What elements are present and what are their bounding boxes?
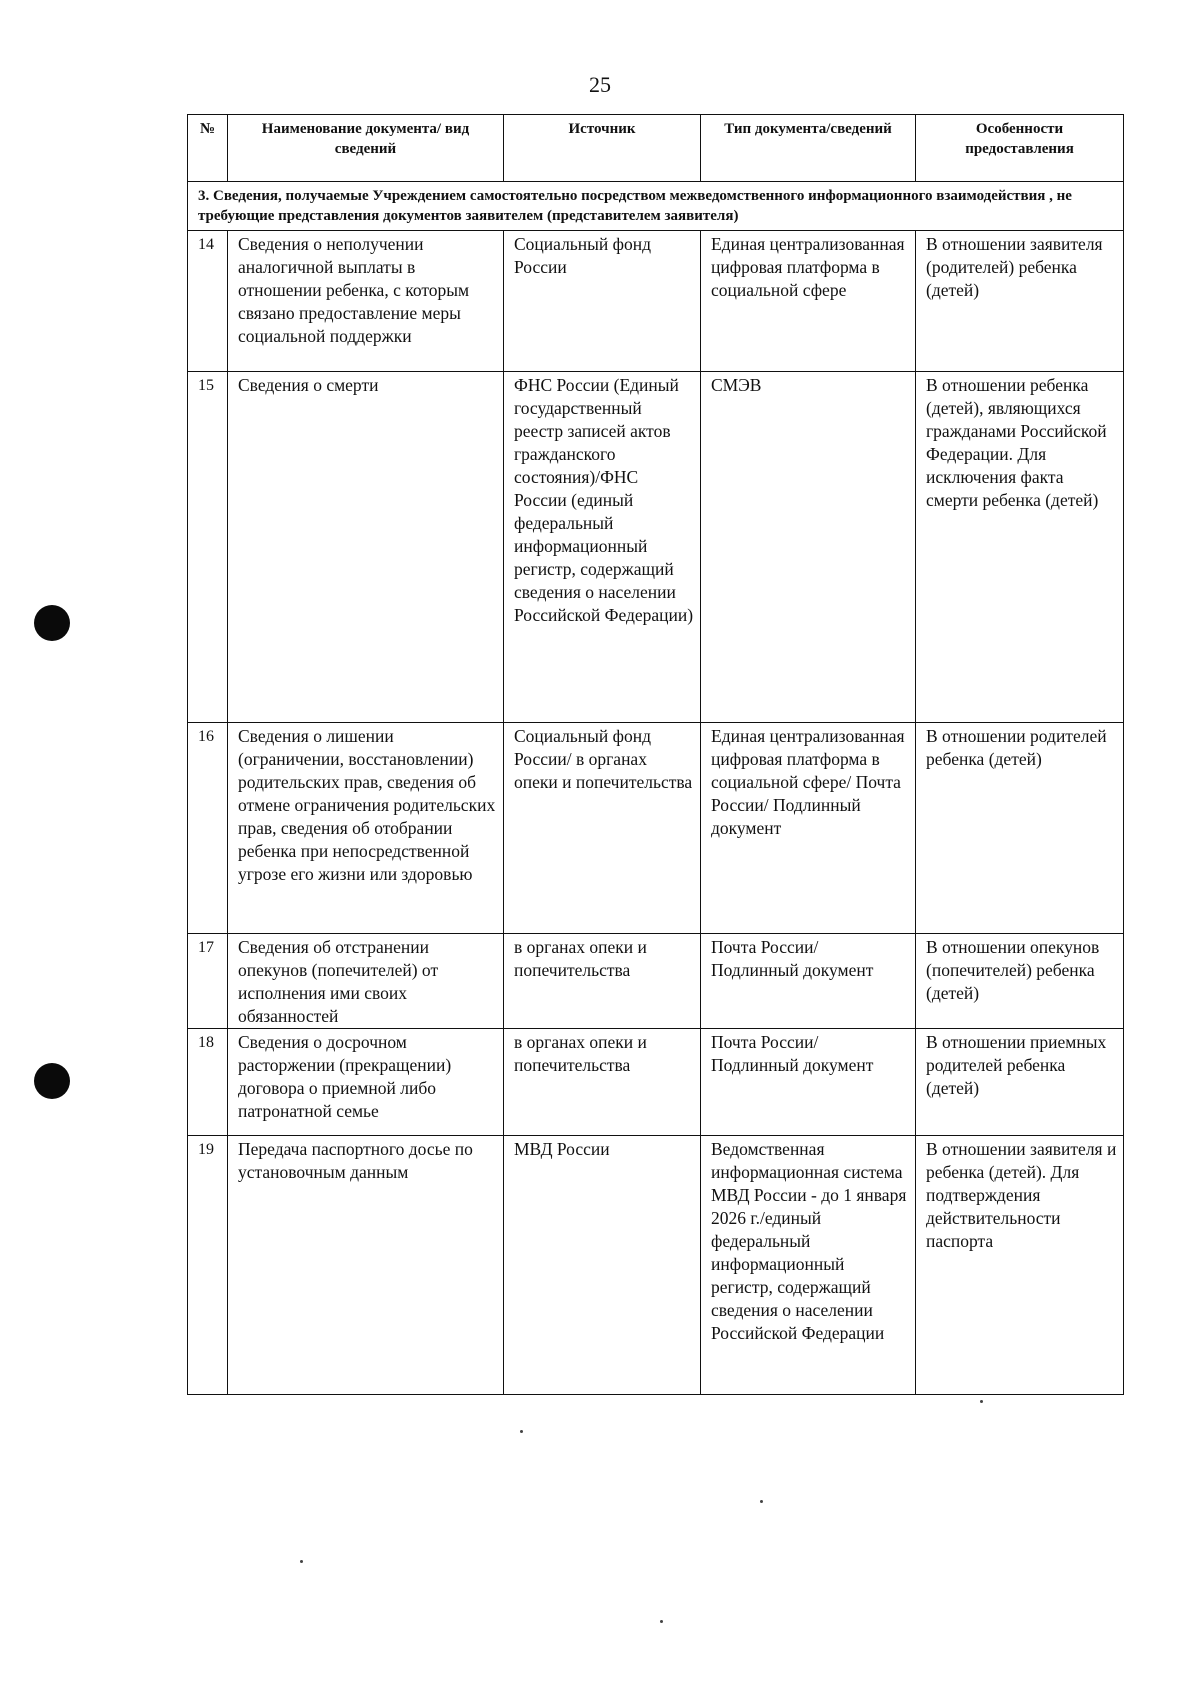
scan-speck: [300, 1560, 303, 1563]
row-document-name: Сведения о лишении (ограничении, восстановлении) родительских прав, сведения об отмене ограничения родительских прав, сведения об отобрании ребенка при непосредственной угрозе его жизни или здоровью: [228, 723, 504, 934]
scan-speck: [980, 1400, 983, 1403]
punch-hole-mark: [34, 605, 70, 641]
table-row: [188, 231, 1124, 372]
row-number: 17: [188, 934, 228, 1029]
row-features: В отношении заявителя и ребенка (детей). Для подтверждения действительности паспорта: [916, 1136, 1124, 1395]
row-document-type: Ведомственная информационная система МВД России - до 1 января 2026 г./единый федеральный информационный регистр, содержащий сведения о населении Российской Федерации: [701, 1136, 916, 1395]
documents-table: [187, 114, 1124, 1395]
row-source: Социальный фонд России: [504, 231, 701, 372]
header-source: Источник: [504, 115, 701, 182]
table-row: [188, 1029, 1124, 1136]
punch-hole-mark: [34, 1063, 70, 1099]
row-features: В отношении ребенка (детей), являющихся гражданами Российской Федерации. Для исключения факта смерти ребенка (детей): [916, 372, 1124, 723]
row-features: В отношении заявителя (родителей) ребенка (детей): [916, 231, 1124, 372]
section-row: [188, 182, 1124, 231]
row-number: 16: [188, 723, 228, 934]
table-row: [188, 934, 1124, 1029]
row-number: 14: [188, 231, 228, 372]
row-number: 19: [188, 1136, 228, 1395]
row-document-type: Почта России/ Подлинный документ: [701, 934, 916, 1029]
row-number: 18: [188, 1029, 228, 1136]
row-source: МВД России: [504, 1136, 701, 1395]
header-features: Особенности предоставления: [916, 115, 1124, 182]
row-document-type: СМЭВ: [701, 372, 916, 723]
page-number: 25: [589, 72, 611, 97]
row-document-name: Сведения о досрочном расторжении (прекращении) договора о приемной либо патронатной семье: [228, 1029, 504, 1136]
table-header-row: [188, 115, 1124, 182]
section-title: 3. Сведения, получаемые Учреждением самостоятельно посредством межведомственного информационного взаимодействия , не требующие представления документов заявителем (представителем заявителя): [188, 182, 1124, 231]
row-document-type: Единая централизованная цифровая платформа в социальной сфере/ Почта России/ Подлинный документ: [701, 723, 916, 934]
row-source: в органах опеки и попечительства: [504, 1029, 701, 1136]
row-document-name: Сведения о смерти: [228, 372, 504, 723]
header-document-type: Тип документа/сведений: [701, 115, 916, 182]
scan-speck: [520, 1430, 523, 1433]
row-features: В отношении приемных родителей ребенка (детей): [916, 1029, 1124, 1136]
row-features: В отношении опекунов (попечителей) ребенка (детей): [916, 934, 1124, 1029]
table-row: [188, 1136, 1124, 1395]
header-document-name: Наименование документа/ вид сведений: [228, 115, 504, 182]
scan-speck: [760, 1500, 763, 1503]
row-document-type: Единая централизованная цифровая платформа в социальной сфере: [701, 231, 916, 372]
row-source: в органах опеки и попечительства: [504, 934, 701, 1029]
row-source: ФНС России (Единый государственный реестр записей актов гражданского состояния)/ФНС России (единый федеральный информационный регистр, содержащий сведения о населении Российской Федерации): [504, 372, 701, 723]
row-source: Социальный фонд России/ в органах опеки и попечительства: [504, 723, 701, 934]
row-features: В отношении родителей ребенка (детей): [916, 723, 1124, 934]
row-number: 15: [188, 372, 228, 723]
row-document-name: Сведения о неполучении аналогичной выплаты в отношении ребенка, с которым связано предоставление меры социальной поддержки: [228, 231, 504, 372]
row-document-name: Передача паспортного досье по установочным данным: [228, 1136, 504, 1395]
table-row: [188, 372, 1124, 723]
row-document-name: Сведения об отстранении опекунов (попечителей) от исполнения ими своих обязанностей: [228, 934, 504, 1029]
row-document-type: Почта России/ Подлинный документ: [701, 1029, 916, 1136]
table-row: [188, 723, 1124, 934]
header-number: №: [188, 115, 228, 182]
scan-speck: [660, 1620, 663, 1623]
